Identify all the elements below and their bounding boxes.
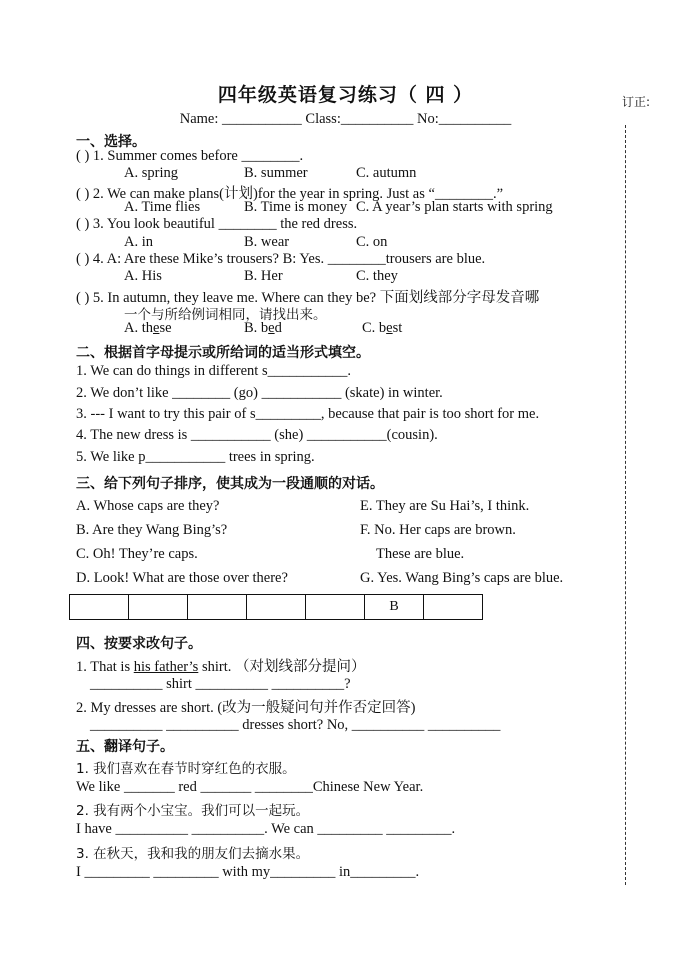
dialog-sentence-g: G. Yes. Wang Bing’s caps are blue. — [360, 570, 564, 586]
translate-q3-chinese: 3. 在秋天，我和我的朋友们去摘水果。 — [76, 846, 310, 862]
q5-option-a: A. these — [124, 320, 172, 336]
answer-cell[interactable]: B — [365, 595, 424, 620]
q2-option-a: A. Time flies — [124, 199, 201, 215]
order-answer-table — [69, 594, 483, 620]
q4-option-c: C. they — [356, 268, 398, 284]
page-title: 四年级英语复习练习（ 四 ） — [217, 84, 474, 106]
dialog-sentence-f-continued: These are blue. — [376, 546, 465, 562]
q5-option-b: B. bed — [244, 320, 282, 336]
translate-q1-english: We like _______ red _______ ________Chinese New Year. — [76, 779, 424, 795]
fill-line-5: 5. We like p___________ trees in spring. — [76, 449, 315, 465]
dialog-sentence-c: C. Oh! They’re caps. — [76, 546, 198, 562]
fill-line-4: 4. The new dress is ___________ (she) ___________(cousin). — [76, 427, 438, 443]
translate-q2-chinese: 2. 我有两个小宝宝。我们可以一起玩。 — [76, 803, 310, 819]
q3-option-c: C. on — [356, 234, 388, 250]
correction-label: 订正: — [622, 95, 651, 109]
rewrite-q2-answer: __________ __________ dresses short? No, __________ __________ — [90, 717, 501, 733]
translate-q2-english: I have __________ __________. We can _________ _________. — [76, 821, 456, 837]
q1-option-c: C. autumn — [356, 165, 417, 181]
q5-text: ( ) 5. In autumn, they leave me. Where can they be? 下面划线部分字母发音哪 — [76, 290, 540, 306]
q1-text: ( ) 1. Summer comes before ________. — [76, 148, 304, 164]
section3-heading: 三、给下列句子排序，使其成为一段通顺的对话。 — [76, 476, 384, 492]
dialog-sentence-a: A. Whose caps are they? — [76, 498, 220, 514]
q5-text-continued: 一个与所给例词相同，请找出来。 — [124, 307, 327, 323]
dialog-sentence-d: D. Look! What are those over there? — [76, 570, 288, 586]
section2-heading: 二、根据首字母提示或所给词的适当形式填空。 — [76, 345, 370, 361]
q2-option-b: B. Time is money — [244, 199, 348, 215]
answer-cell[interactable] — [70, 595, 129, 620]
correction-margin-dashed-line — [625, 125, 626, 885]
rewrite-q1: 1. That is his father’s shirt. （对划线部分提问） — [76, 659, 366, 675]
section5-heading: 五、翻译句子。 — [76, 739, 174, 755]
dialog-sentence-f: F. No. Her caps are brown. — [360, 522, 516, 538]
q5-option-c: C. best — [362, 320, 403, 336]
q1-option-b: B. summer — [244, 165, 308, 181]
q3-option-a: A. in — [124, 234, 153, 250]
translate-q1-chinese: 1. 我们喜欢在春节时穿红色的衣服。 — [76, 761, 296, 777]
answer-cell[interactable] — [247, 595, 306, 620]
fill-line-1: 1. We can do things in different s___________. — [76, 363, 351, 379]
dialog-sentence-e: E. They are Su Hai’s, I think. — [360, 498, 530, 514]
answer-cell[interactable] — [424, 595, 483, 620]
q3-text: ( ) 3. You look beautiful ________ the red dress. — [76, 216, 358, 232]
answer-cell[interactable] — [129, 595, 188, 620]
fill-line-2: 2. We don’t like ________ (go) ___________ (skate) in winter. — [76, 385, 443, 401]
q1-option-a: A. spring — [124, 165, 178, 181]
q2-text: ( ) 2. We can make plans(计划)for the year in spring. Just as “________.” — [76, 186, 504, 202]
section4-heading: 四、按要求改句子。 — [76, 636, 202, 652]
answer-cell[interactable] — [306, 595, 365, 620]
translate-q3-english: I _________ _________ with my_________ in_________. — [76, 864, 420, 880]
rewrite-q2: 2. My dresses are short. (改为一般疑问句并作否定回答) — [76, 700, 416, 716]
q4-option-b: B. Her — [244, 268, 283, 284]
answer-cell[interactable] — [188, 595, 247, 620]
q4-option-a: A. His — [124, 268, 162, 284]
section1-heading: 一、选择。 — [76, 134, 146, 150]
rewrite-q1-answer: __________ shirt __________ __________? — [90, 676, 351, 692]
dialog-sentence-b: B. Are they Wang Bing’s? — [76, 522, 228, 538]
fill-line-3: 3. --- I want to try this pair of s_________, because that pair is too short for me. — [76, 406, 540, 422]
underlined-phrase: his father’s — [133, 659, 199, 675]
q4-text: ( ) 4. A: Are these Mike’s trousers? B: Yes. ________trousers are blue. — [76, 251, 486, 267]
q2-option-c: C. A year’s plan starts with spring — [356, 199, 553, 215]
student-info-line: Name: ___________ Class:__________ No:__________ — [179, 111, 512, 127]
q3-option-b: B. wear — [244, 234, 290, 250]
